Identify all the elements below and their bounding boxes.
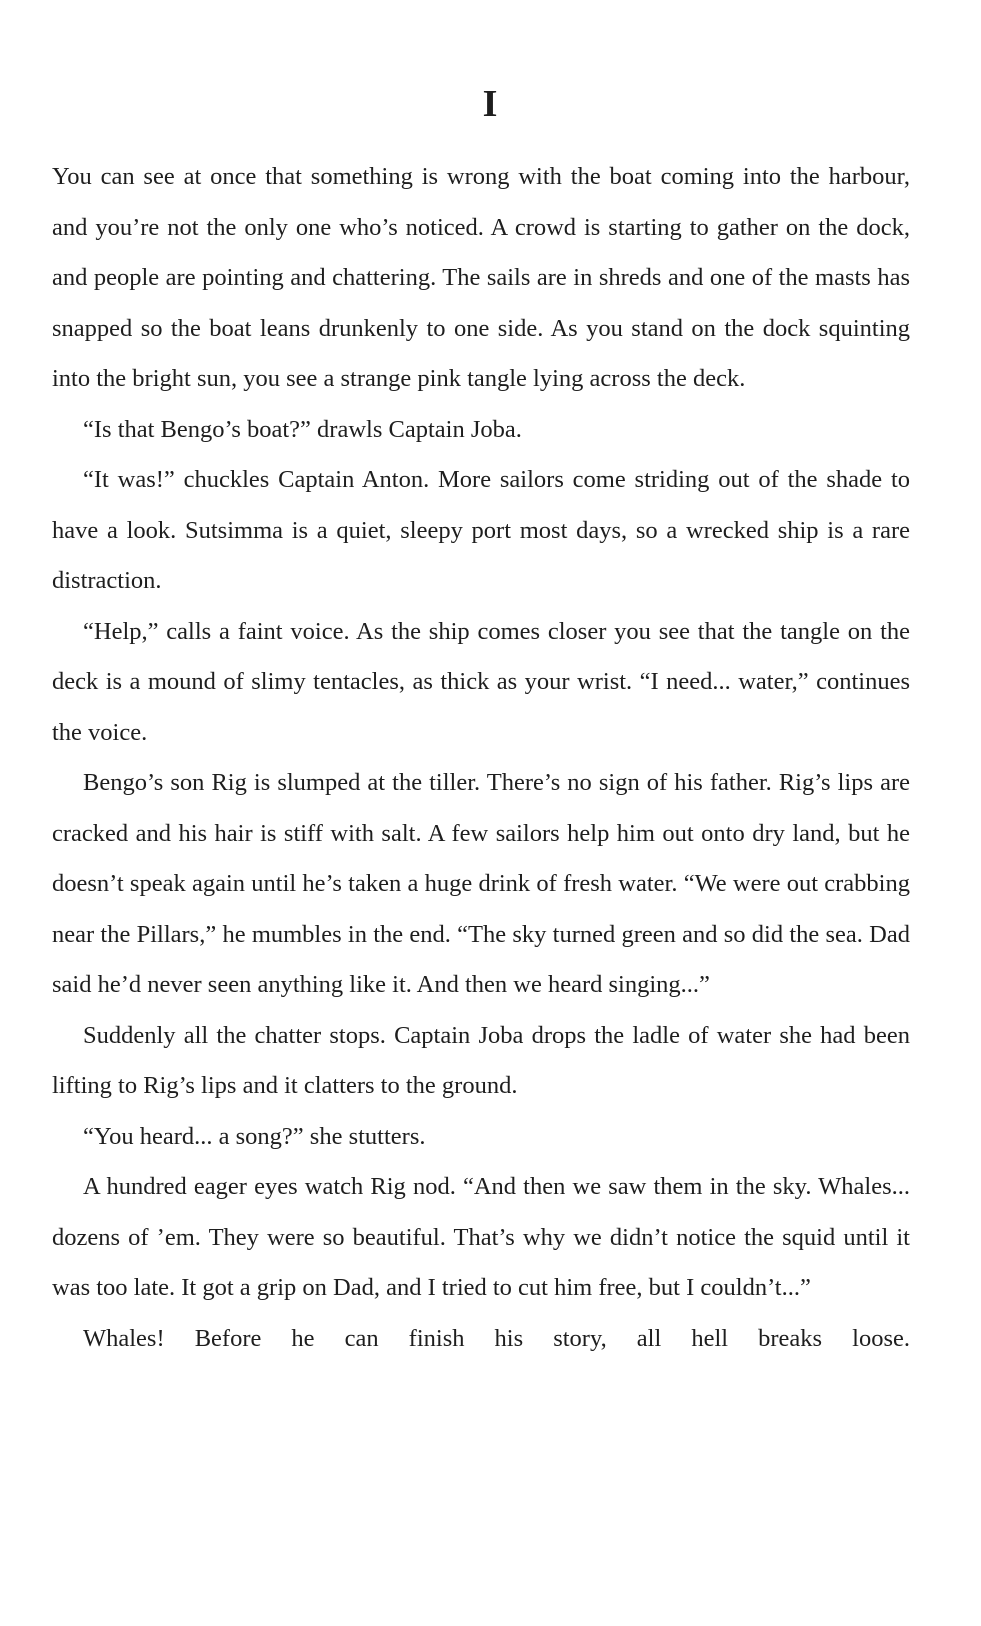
chapter-number: I xyxy=(482,83,499,125)
paragraph-8: A hundred eager eyes watch Rig nod. “And then we saw them in the sky. Whales... dozens of ’em. They were so beautiful. That’s why we didn’t notice the squid until it was too late. It got a grip on Dad, and I tried to cut him free, but I couldn’t...” xyxy=(52,1173,910,1301)
chapter-body xyxy=(52,152,910,1364)
paragraph-2: “Is that Bengo’s boat?” drawls Captain Joba. xyxy=(83,415,522,443)
paragraph-4: “Help,” calls a faint voice. As the ship comes closer you see that the tangle on the deck is a mound of slimy tentacles, as thick as your wrist. “I need... water,” continues the voice. xyxy=(52,617,910,746)
paragraph-7: “You heard... a song?” she stutters. xyxy=(83,1122,426,1150)
paragraph-9: Whales! Before he can finish his story, all hell breaks loose. xyxy=(83,1324,910,1352)
paragraph-3: “It was!” chuckles Captain Anton. More sailors come striding out of the shade to have a look. Sutsimma is a quiet, sleepy port most days, so a wrecked ship is a rare distraction. xyxy=(52,466,910,594)
paragraph-6: Suddenly all the chatter stops. Captain Joba drops the ladle of water she had been lifting to Rig’s lips and it clatters to the ground. xyxy=(52,1021,910,1099)
paragraph-1: You can see at once that something is wrong with the boat coming into the harbour, and you’re not the only one who’s noticed. A crowd is starting to gather on the dock, and people are pointing and chattering. The sails are in shreds and one of the masts has snapped so the boat leans drunkenly to one side. As you stand on the dock squinting into the bright sun, you see a strange pink tangle lying across the deck. xyxy=(52,163,910,392)
paragraph-5: Bengo’s son Rig is slumped at the tiller. There’s no sign of his father. Rig’s lips are cracked and his hair is stiff with salt. A few sailors help him out onto dry land, but he doesn’t speak again until he’s taken a huge drink of fresh water. “We were out crabbing near the Pillars,” he mumbles in the end. “The sky turned green and so did the sea. Dad said he’d never seen anything like it. And then we heard singing...” xyxy=(52,769,910,998)
